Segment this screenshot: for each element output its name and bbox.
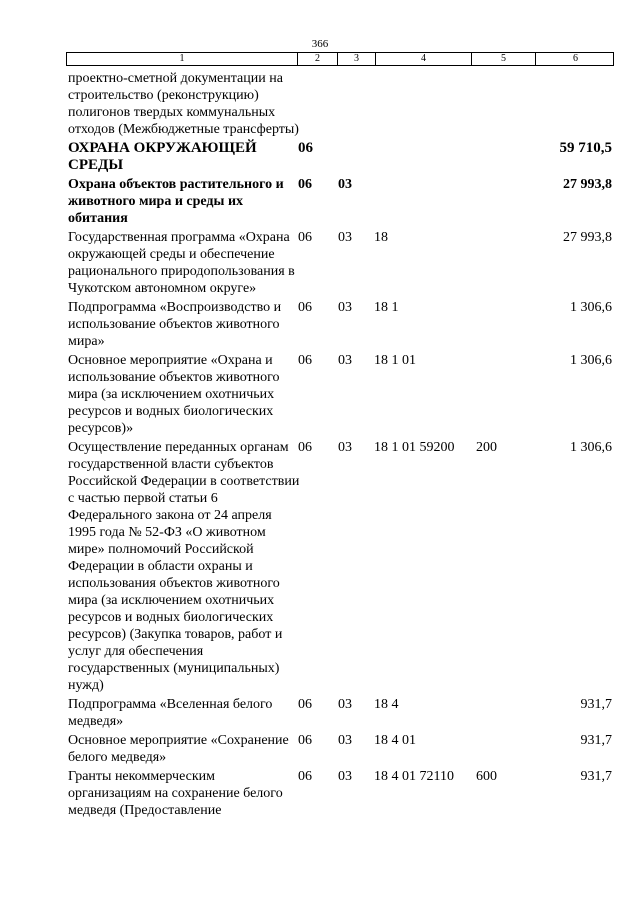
row-pr: 03 bbox=[338, 230, 352, 245]
table-row bbox=[66, 176, 614, 227]
header-col-5: 5 bbox=[471, 53, 535, 65]
row-csr: 18 4 01 72110 bbox=[374, 769, 454, 784]
row-name: Государственная программа «Охрана окружающей среды и обеспечение рационального природопользования в Чукотском автономном округе» bbox=[68, 230, 295, 296]
row-sum: 931,7 bbox=[580, 697, 612, 712]
row-name: Охрана объектов растительного и животного мира и среды их обитания bbox=[68, 177, 284, 226]
row-sum: 1 306,6 bbox=[570, 440, 612, 455]
table-row bbox=[66, 140, 614, 174]
row-rz: 06 bbox=[298, 769, 312, 784]
row-rz: 06 bbox=[298, 177, 312, 192]
row-sum: 1 306,6 bbox=[570, 353, 612, 368]
row-name: Подпрограмма «Воспроизводство и использование объектов животного мира» bbox=[68, 300, 282, 349]
table-body bbox=[66, 70, 614, 819]
row-pr: 03 bbox=[338, 353, 352, 368]
table-row bbox=[66, 70, 614, 138]
row-csr: 18 4 bbox=[374, 697, 399, 712]
row-csr: 18 1 01 bbox=[374, 353, 416, 368]
row-sum: 27 993,8 bbox=[563, 230, 612, 245]
row-rz: 06 bbox=[298, 440, 312, 455]
header-col-6: 6 bbox=[535, 53, 615, 65]
row-vr: 200 bbox=[476, 440, 497, 455]
row-sum: 27 993,8 bbox=[563, 177, 612, 192]
row-csr: 18 bbox=[374, 230, 388, 245]
row-pr: 03 bbox=[338, 769, 352, 784]
row-csr: 18 4 01 bbox=[374, 733, 416, 748]
row-name: проектно-сметной документации на строительство (реконструкцию) полигонов твердых коммунальных отходов (Межбюджетные трансферты) bbox=[68, 71, 299, 137]
page-number: 366 bbox=[311, 38, 329, 50]
row-sum: 931,7 bbox=[580, 733, 612, 748]
table-row bbox=[66, 299, 614, 350]
row-name: Осуществление переданных органам государственной власти субъектов Российской Федерации в соответствии с частью первой статьи 6 Федерального закона от 24 апреля 1995 года № 52-ФЗ «О животном мире» полномочий Российской Федерации в области охраны и использования объектов животного мира (за исключением охотничьих ресурсов и водных биологических ресурсов) (Закупка товаров, работ и услуг для обеспечения государственных (муниципальных) нужд) bbox=[68, 440, 300, 693]
row-pr: 03 bbox=[338, 697, 352, 712]
row-sum: 931,7 bbox=[580, 769, 612, 784]
table-row bbox=[66, 696, 614, 730]
row-pr: 03 bbox=[338, 300, 352, 315]
header-col-1: 1 bbox=[179, 53, 185, 64]
row-pr: 03 bbox=[338, 440, 352, 455]
row-pr: 03 bbox=[338, 733, 352, 748]
header-col-3: 3 bbox=[337, 53, 375, 65]
row-name: Гранты некоммерческим организациям на сохранение белого медведя (Предоставление bbox=[68, 769, 283, 818]
row-rz: 06 bbox=[298, 733, 312, 748]
header-col-2: 2 bbox=[297, 53, 337, 65]
table-row bbox=[66, 768, 614, 819]
table-header bbox=[66, 52, 614, 66]
row-pr: 03 bbox=[338, 177, 352, 192]
row-name: ОХРАНА ОКРУЖАЮЩЕЙ СРЕДЫ bbox=[68, 140, 257, 173]
row-vr: 600 bbox=[476, 769, 497, 784]
table-row bbox=[66, 229, 614, 297]
row-name: Основное мероприятие «Сохранение белого медведя» bbox=[68, 733, 289, 765]
table-row bbox=[66, 439, 614, 694]
table-row bbox=[66, 732, 614, 766]
row-name: Подпрограмма «Вселенная белого медведя» bbox=[68, 697, 273, 729]
row-rz: 06 bbox=[298, 697, 312, 712]
row-csr: 18 1 bbox=[374, 300, 399, 315]
row-rz: 06 bbox=[298, 300, 312, 315]
row-rz: 06 bbox=[298, 230, 312, 245]
row-rz: 06 bbox=[298, 353, 312, 368]
header-col-4: 4 bbox=[375, 53, 471, 65]
row-csr: 18 1 01 59200 bbox=[374, 440, 455, 455]
table-row bbox=[66, 352, 614, 437]
row-sum: 1 306,6 bbox=[570, 300, 612, 315]
row-name: Основное мероприятие «Охрана и использование объектов животного мира (за исключением охотничьих ресурсов и водных биологических ресурсов)» bbox=[68, 353, 280, 436]
row-sum: 59 710,5 bbox=[559, 140, 612, 156]
row-rz: 06 bbox=[298, 140, 313, 156]
